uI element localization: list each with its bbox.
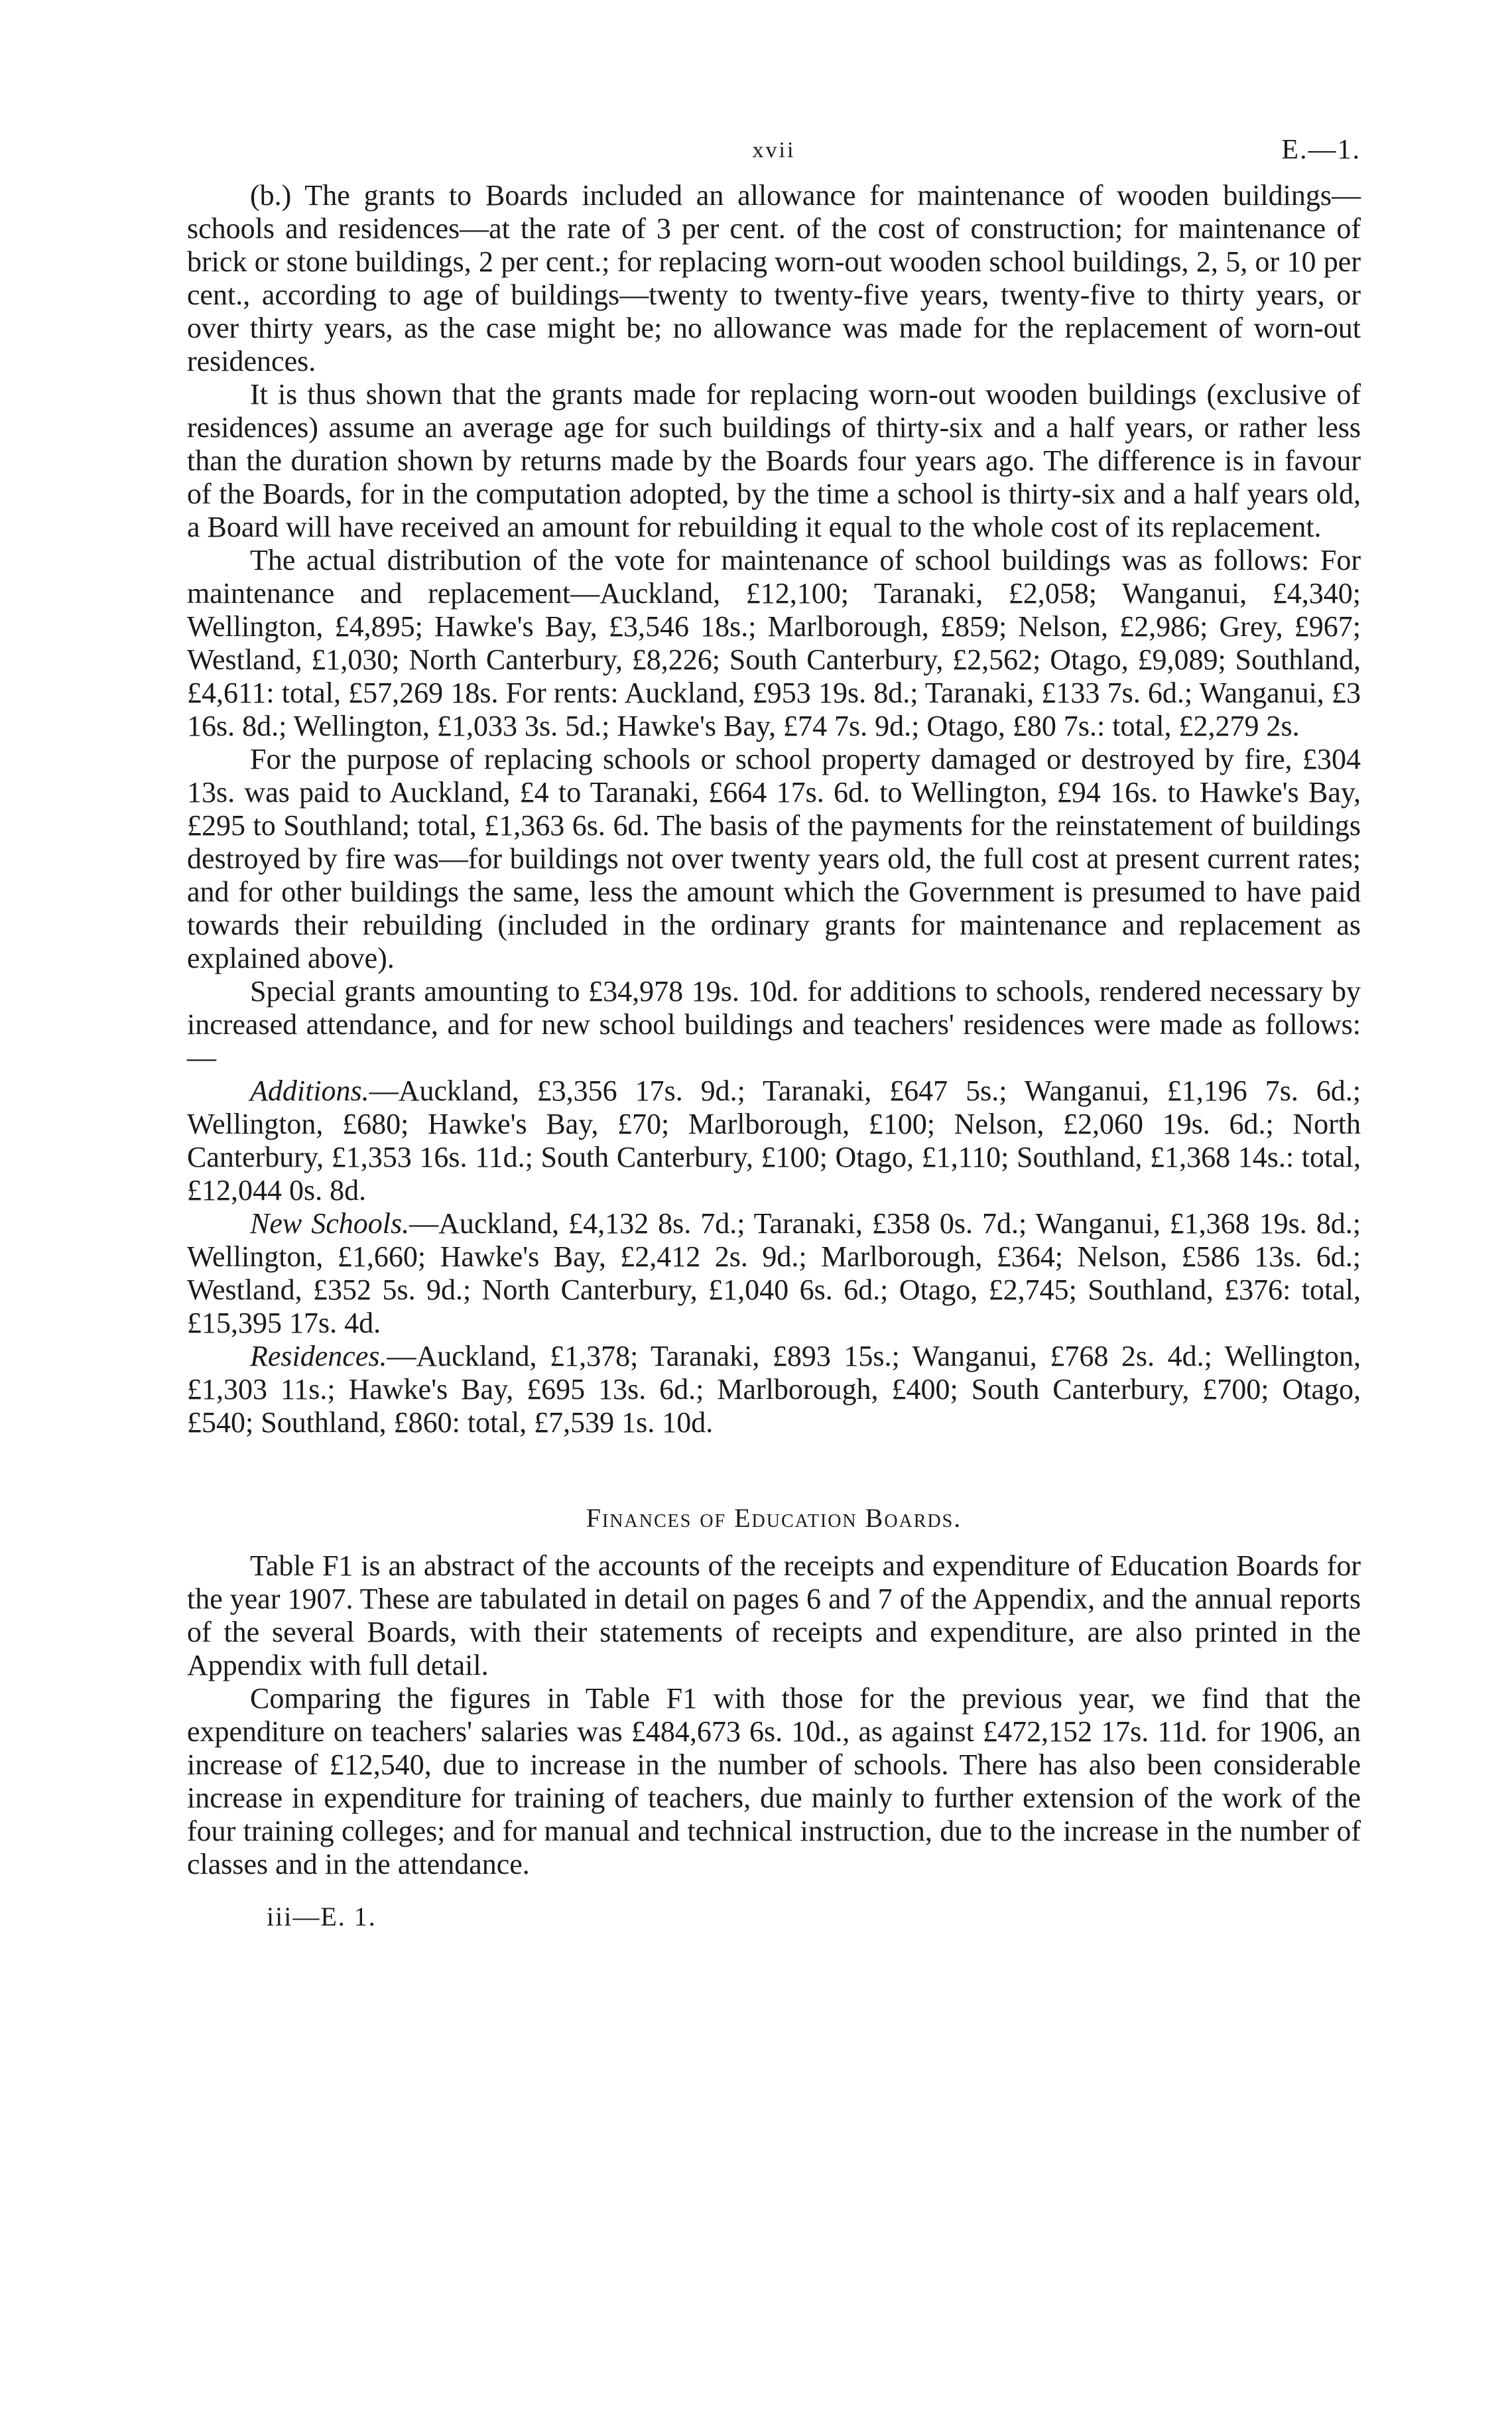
paragraph-average-age bbox=[187, 378, 1361, 544]
paragraph-text: It is thus shown that the grants made for replacing worn-out wooden buildings (exclusive of residences) assume an average age for such buildings of thirty-six and a half years, or rather less than the duration shown by returns made by the Boards four years ago. The difference is in favour of the Boards, for in the computation adopted, by the time a school is thirty-six and a half years old, a Board will have received an amount for rebuilding it equal to the whole cost of its replacement. bbox=[187, 378, 1361, 543]
paragraph-lead: (b.) bbox=[250, 179, 292, 212]
document-reference: E.—1. bbox=[1281, 135, 1361, 165]
paragraph-lead: Additions. bbox=[250, 1075, 369, 1107]
paragraph-residences bbox=[187, 1340, 1361, 1439]
paragraph-lead: Residences. bbox=[250, 1340, 387, 1372]
paragraph-text: —Auckland, £1,378; Taranaki, £893 15s.; Wanganui, £768 2s. 4d.; Wellington, £1,303 11s.; Hawke's Bay, £695 13s. 6d.; Marlborough, £400; South Canterbury, £700; Otago, £540; Southland, £860: total, £7,539 1s. 10d. bbox=[187, 1340, 1361, 1439]
paragraph-text: —Auckland, £4,132 8s. 7d.; Taranaki, £358 0s. 7d.; Wanganui, £1,368 19s. 8d.; Wellington, £1,660; Hawke's Bay, £2,412 2s. 9d.; Marlborough, £364; Nelson, £586 13s. 6d.; Westland, £352 5s. 9d.; North Canterbury, £1,040 6s. 6d.; Otago, £2,745; Southland, £376: total, £15,395 17s. 4d. bbox=[187, 1207, 1361, 1339]
section-heading: Finances of Education Boards. bbox=[586, 1503, 962, 1533]
paragraph-comparison bbox=[187, 1682, 1361, 1881]
printer-signature: iii—E. 1. bbox=[267, 1902, 377, 1931]
paragraph-text: Special grants amounting to £34,978 19s. 10d. for additions to schools, rendered necessary by increased attendance, and for new school buildings and teachers' residences were made as follows:— bbox=[187, 975, 1361, 1074]
paragraph-fire-damage bbox=[187, 743, 1361, 975]
page-folio: xvii bbox=[752, 138, 796, 163]
paragraph-table-f1 bbox=[187, 1549, 1361, 1682]
paragraph-additions bbox=[187, 1075, 1361, 1207]
paragraph-new-schools bbox=[187, 1207, 1361, 1340]
paragraph-special-grants bbox=[187, 975, 1361, 1075]
paragraph-text: Comparing the figures in Table F1 with those for the previous year, we find that the expenditure on teachers' salaries was £484,673 6s. 10d., as against £472,152 17s. 11d. for 1906, an increase of £12,540, due to increase in the number of schools. There has also been considerable increase in expenditure for training of teachers, due mainly to further extension of the work of the four training colleges; and for manual and technical instruction, due to the increase in the number of classes and in the attendance. bbox=[187, 1682, 1361, 1880]
paragraph-lead: New Schools. bbox=[250, 1207, 410, 1240]
paragraph-b-grants bbox=[187, 179, 1361, 378]
paragraph-text: Table F1 is an abstract of the accounts of the receipts and expenditure of Education Boards for the year 1907. These are tabulated in detail on pages 6 and 7 of the Appendix, and the annual reports of the several Boards, with their statements of receipts and expenditure, are also printed in the Appendix with full detail. bbox=[187, 1549, 1361, 1681]
paragraph-text: The grants to Boards included an allowance for maintenance of wooden buildings—schools and residences—at the rate of 3 per cent. of the cost of construction; for maintenance of brick or stone buildings, 2 per cent.; for replacing worn-out wooden school buildings, 2, 5, or 10 per cent., according to age of buildings—twenty to twenty-five years, twenty-five to thirty years, or over thirty years, as the case might be; no allowance was made for the replacement of worn-out residences. bbox=[187, 179, 1361, 377]
document-page bbox=[187, 126, 1361, 1932]
page-header bbox=[187, 126, 1361, 179]
paragraph-text: The actual distribution of the vote for maintenance of school buildings was as follows: For maintenance and replacement—Auckland, £12,100; Taranaki, £2,058; Wanganui, £4,340; Wellington, £4,895; Hawke's Bay, £3,546 18s.; Marlborough, £859; Nelson, £2,986; Grey, £967; Westland, £1,030; North Canterbury, £8,226; South Canterbury, £2,562; Otago, £9,089; Southland, £4,611: total, £57,269 18s. For rents: Auckland, £953 19s. 8d.; Taranaki, £133 7s. 6d.; Wanganui, £3 16s. 8d.; Wellington, £1,033 3s. 5d.; Hawke's Bay, £74 7s. 9d.; Otago, £80 7s.: total, £2,279 2s. bbox=[187, 544, 1361, 742]
paragraph-text: For the purpose of replacing schools or school property damaged or destroyed by fire, £304 13s. was paid to Auckland, £4 to Taranaki, £664 17s. 6d. to Wellington, £94 16s. to Hawke's Bay, £295 to Southland; total, £1,363 6s. 6d. The basis of the payments for the reinstatement of buildings destroyed by fire was—for buildings not over twenty years old, the full cost at present current rates; and for other buildings the same, less the amount which the Government is presumed to have paid towards their rebuilding (included in the ordinary grants for maintenance and replacement as explained above). bbox=[187, 743, 1361, 974]
paragraph-distribution bbox=[187, 544, 1361, 743]
paragraph-text: —Auckland, £3,356 17s. 9d.; Taranaki, £647 5s.; Wanganui, £1,196 7s. 6d.; Wellington, £680; Hawke's Bay, £70; Marlborough, £100; Nelson, £2,060 19s. 6d.; North Canterbury, £1,353 16s. 11d.; South Canterbury, £100; Otago, £1,110; Southland, £1,368 14s.: total, £12,044 0s. 8d. bbox=[187, 1075, 1361, 1207]
